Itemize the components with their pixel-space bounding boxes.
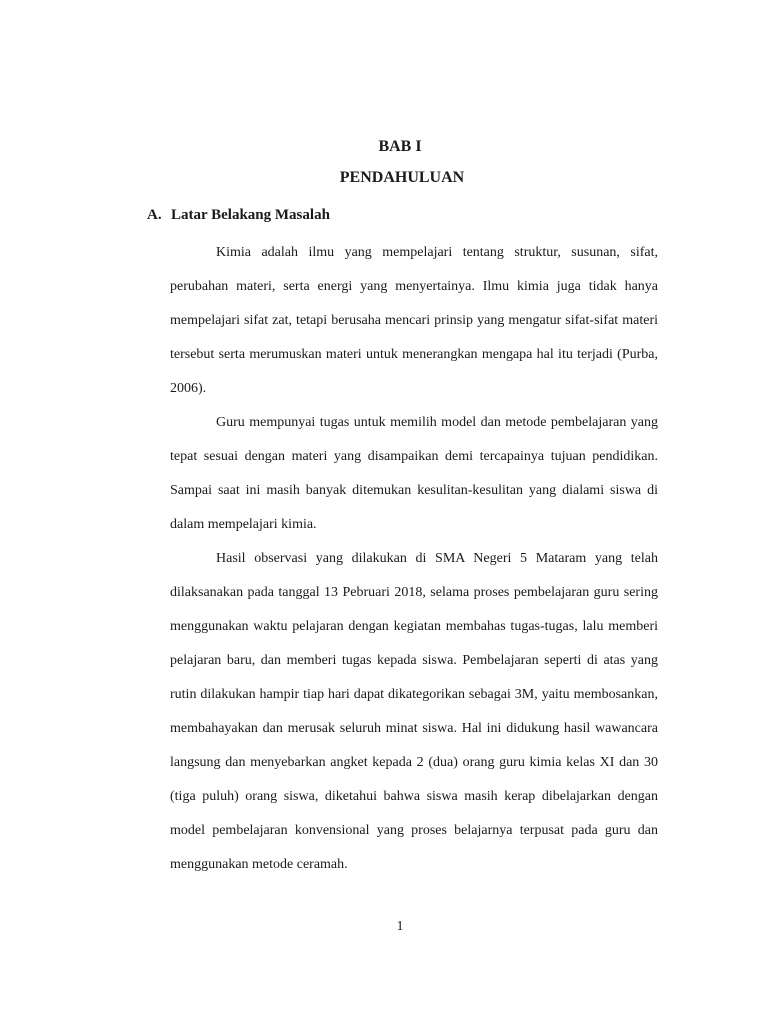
section-title: Latar Belakang Masalah — [171, 207, 330, 223]
paragraph-1: Kimia adalah ilmu yang mempelajari tentang struktur, susunan, sifat, perubahan materi, serta energi yang menyertainya. Ilmu kimia juga tidak hanya mempelajari sifat zat, tetapi berusaha mencari prinsip yang mengatur sifat-sifat materi tersebut serta merumuskan materi untuk menerangkan mengapa hal itu terjadi (Purba, 2006). — [170, 245, 658, 396]
body-text — [170, 236, 658, 882]
paragraph-2: Guru mempunyai tugas untuk memilih model dan metode pembelajaran yang tepat sesuai dengan materi yang disampaikan demi tercapainya tujuan pendidikan. Sampai saat ini masih banyak ditemukan kesulitan-kesulitan yang dialami siswa di dalam mempelajari kimia. — [170, 415, 658, 532]
page-number: 1 — [396, 919, 404, 934]
chapter-title: PENDAHULUAN — [339, 169, 465, 186]
paragraph-3: Hasil observasi yang dilakukan di SMA Negeri 5 Mataram yang telah dilaksanakan pada tanggal 13 Pebruari 2018, selama proses pembelajaran guru sering menggunakan waktu pelajaran dengan kegiatan membahas tugas-tugas, lalu memberi pelajaran baru, dan memberi tugas kepada siswa. Pembelajaran seperti di atas yang rutin dilakukan hampir tiap hari dapat dikategorikan sebagai 3M, yaitu membosankan, membahayakan dan merusak seluruh minat siswa. Hal ini didukung hasil wawancara langsung dan menyebarkan angket kepada 2 (dua) orang guru kimia kelas XI dan 30 (tiga puluh) orang siswa, diketahui bahwa siswa masih kerap dibelajarkan dengan model pembelajaran konvensional yang proses belajarnya terpusat pada guru dan menggunakan metode ceramah. — [170, 551, 658, 872]
section-letter: A. — [147, 207, 162, 223]
chapter-number: BAB I — [378, 138, 422, 155]
section-heading — [147, 205, 330, 225]
